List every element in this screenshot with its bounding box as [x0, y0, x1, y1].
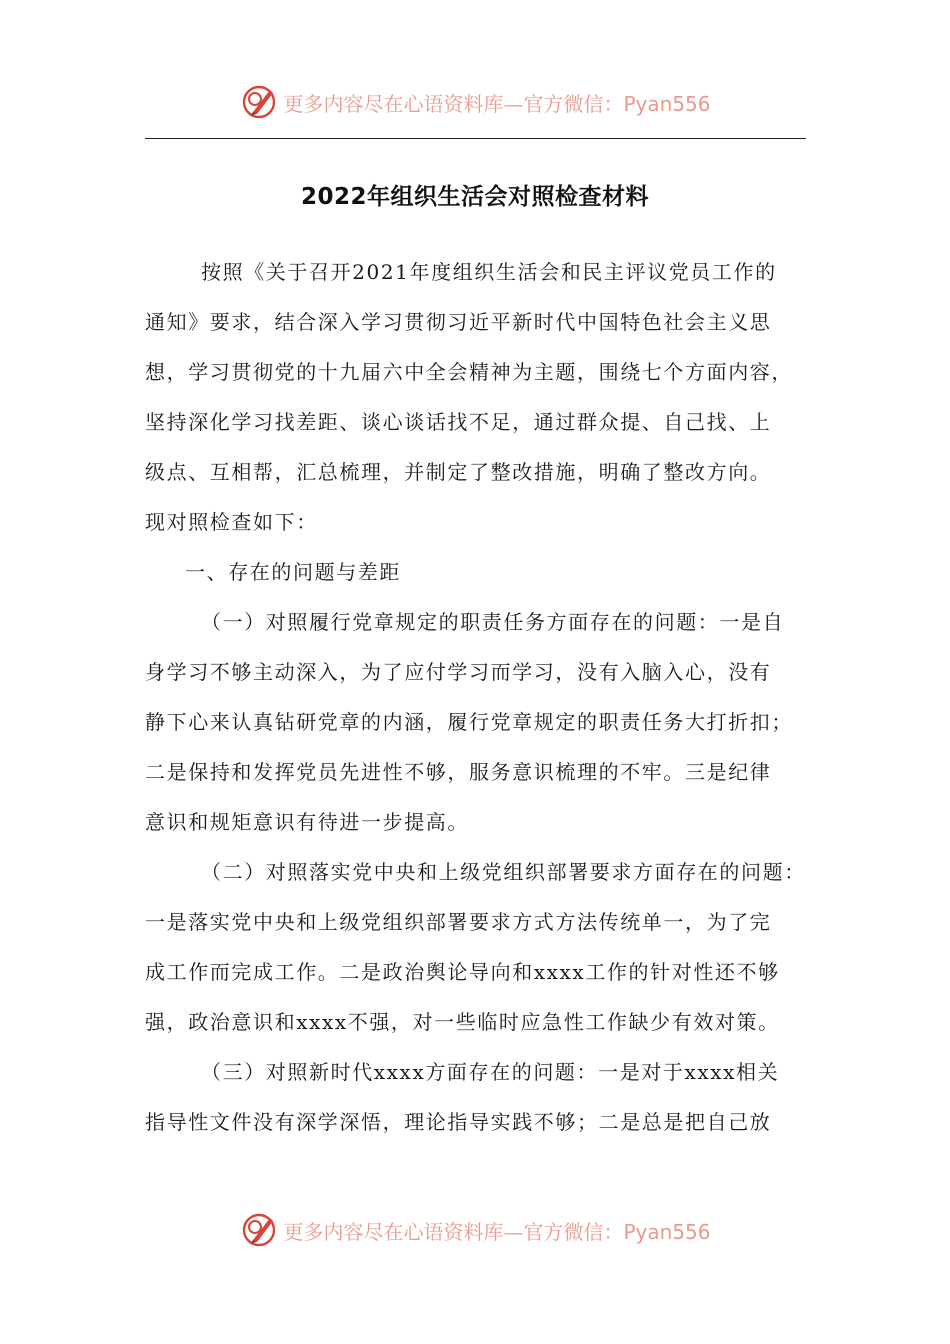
watermark-text: 更多内容尽在心语资料库—官方微信：Pyan556: [283, 1219, 711, 1244]
paragraph-line: 通知》要求，结合深入学习贯彻习近平新时代中国特色社会主义思: [145, 310, 772, 334]
paragraph-line: （二）对照落实党中央和上级党组织部署要求方面存在的问题：: [201, 860, 806, 884]
wechat-id: Pyan556: [623, 91, 711, 116]
paragraph-line: 一是落实党中央和上级党组织部署要求方式方法传统单一，为了完: [145, 910, 772, 934]
paragraph-line: 意识和规矩意识有待进一步提高。: [145, 810, 469, 834]
paragraph-line: 级点、互相帮，汇总梳理，并制定了整改措施，明确了整改方向。: [145, 460, 772, 484]
paragraph-line: 按照《关于召开2021年度组织生活会和民主评议党员工作的: [201, 260, 777, 284]
paragraph-line: 现对照检查如下：: [145, 510, 318, 534]
document-title: 2022年组织生活会对照检查材料: [300, 184, 649, 210]
paragraph-line: （一）对照履行党章规定的职责任务方面存在的问题：一是自: [201, 610, 785, 634]
document-body: [145, 247, 805, 1147]
wechat-id: Pyan556: [623, 1219, 711, 1244]
pen-logo-icon: [239, 82, 279, 122]
paragraph-line: 坚持深化学习找差距、谈心谈话找不足，通过群众提、自己找、上: [145, 410, 772, 434]
paragraph-line: 强，政治意识和xxxx不强，对一些临时应急性工作缺少有效对策。: [145, 1010, 780, 1034]
paragraph-line: （三）对照新时代xxxx方面存在的问题：一是对于xxxx相关: [201, 1060, 780, 1084]
paragraph-line: 二是保持和发挥党员先进性不够，服务意识梳理的不牢。三是纪律: [145, 760, 772, 784]
paragraph-line: 静下心来认真钻研党章的内涵，履行党章规定的职责任务大打折扣；: [145, 710, 793, 734]
header-divider: [145, 138, 806, 139]
paragraph-line: 成工作而完成工作。二是政治舆论导向和xxxx工作的针对性还不够: [145, 960, 780, 984]
paragraph-line: 指导性文件没有深学深悟，理论指导实践不够；二是总是把自己放: [145, 1110, 772, 1134]
watermark-text: 更多内容尽在心语资料库—官方微信：Pyan556: [283, 91, 711, 116]
header-watermark: [0, 80, 950, 124]
paragraph-line: 想，学习贯彻党的十九届六中全会精神为主题，围绕七个方面内容，: [145, 360, 793, 384]
footer-watermark: [0, 1208, 950, 1252]
pen-logo-icon: [239, 1210, 279, 1250]
section-heading: 一、存在的问题与差距: [185, 560, 401, 584]
paragraph-line: 身学习不够主动深入，为了应付学习而学习，没有入脑入心，没有: [145, 660, 772, 684]
